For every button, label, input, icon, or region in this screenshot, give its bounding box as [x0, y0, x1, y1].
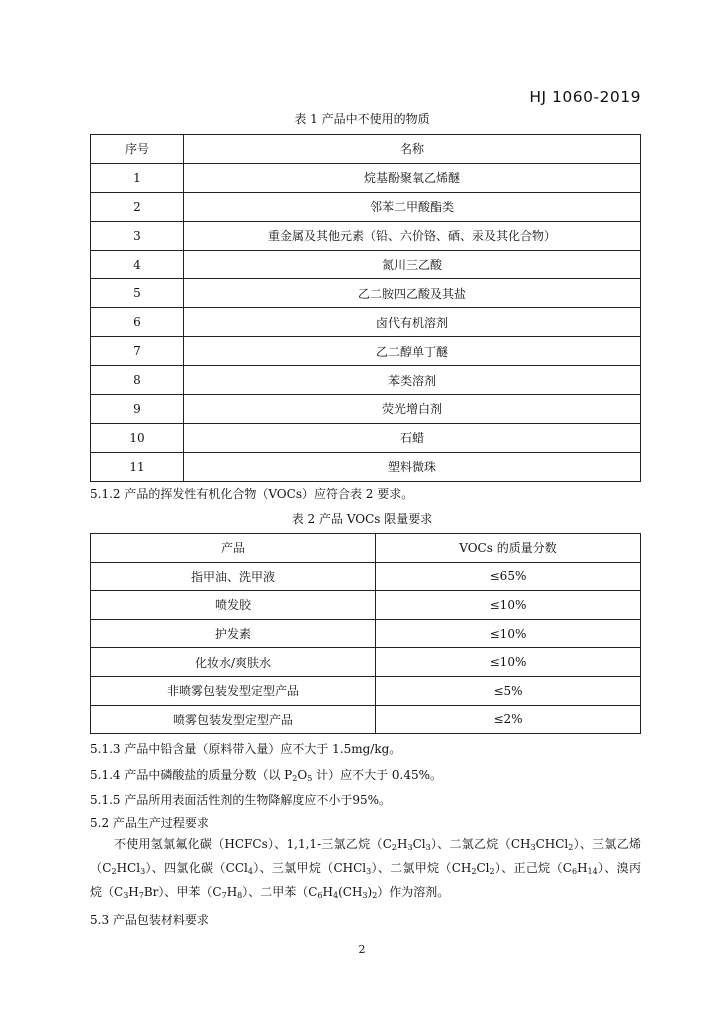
section-5-1-4-text: 5.1.4 产品中磷酸盐的质量分数（以 P: [90, 768, 293, 782]
subscript: 14: [587, 867, 598, 876]
cell-number: 10: [91, 423, 184, 452]
column-header-number: 序号: [91, 135, 184, 164]
table-row: [91, 423, 641, 452]
section-5-2-text: ）、二氯乙烷（CH: [430, 837, 531, 851]
cell-substance-name: 卤代有机溶剂: [184, 308, 641, 337]
cell-number: 8: [91, 366, 184, 395]
cell-number: 9: [91, 395, 184, 424]
section-5-3-title: 5.3 产品包装材料要求: [90, 913, 209, 927]
section-5-1-4-text: 计）应不大于 0.45%。: [312, 768, 443, 782]
section-5-2-text: ）、正己烷（C: [494, 861, 572, 875]
cell-product: 化妆水/爽肤水: [91, 648, 376, 677]
section-5-2-text: ）、三氯甲烷（CHCl: [252, 861, 367, 875]
section-5-2-text: ）、三氯乙: [573, 837, 629, 851]
table-row: [91, 337, 641, 366]
section-5-2-text: H: [577, 861, 588, 875]
cell-vocs-limit: ≤10%: [376, 648, 641, 677]
cell-product: 指甲油、洗甲液: [91, 562, 376, 591]
table1-header-row: [91, 135, 641, 164]
cell-substance-name: 烷基酚聚氧乙烯醚: [184, 163, 641, 192]
cell-number: 4: [91, 250, 184, 279]
subscript: 3: [530, 843, 536, 852]
subscript: 2: [471, 867, 477, 876]
cell-product: 非喷雾包装发型定型产品: [91, 676, 376, 705]
cell-number: 11: [91, 452, 184, 481]
section-5-1-2: 5.1.2 产品的挥发性有机化合物（VOCs）应符合表 2 要求。: [90, 487, 414, 501]
cell-substance-name: 乙二胺四乙酸及其盐: [184, 279, 641, 308]
section-5-2-text: H: [322, 885, 333, 899]
table-row: [91, 452, 641, 481]
section-5-2-text: Br）、甲苯（C: [143, 885, 222, 899]
cell-vocs-limit: ≤10%: [376, 619, 641, 648]
cell-number: 2: [91, 192, 184, 221]
page-number: 2: [358, 943, 366, 956]
cell-product: 喷雾包装发型定型产品: [91, 705, 376, 734]
section-5-2-text: ）、二氯甲烷（CH: [371, 861, 472, 875]
cell-number: 1: [91, 163, 184, 192]
table-row: [91, 705, 641, 734]
section-5-2-text: 溴丙烷（C: [90, 861, 641, 899]
section-5-2-text: H: [128, 885, 139, 899]
cell-substance-name: 氮川三乙酸: [184, 250, 641, 279]
table-row: [91, 163, 641, 192]
cell-product: 护发素: [91, 619, 376, 648]
section-5-2-title: 5.2 产品生产过程要求: [90, 816, 209, 830]
cell-number: 3: [91, 221, 184, 250]
cell-vocs-limit: ≤2%: [376, 705, 641, 734]
subscript: 6: [317, 891, 323, 900]
column-header-name: 名称: [184, 135, 641, 164]
cell-substance-name: 石蜡: [184, 423, 641, 452]
section-5-1-4: [90, 766, 442, 783]
table-row: [91, 366, 641, 395]
subscript: 2: [372, 891, 378, 900]
subscript: 3: [362, 891, 368, 900]
table2-caption: 表 2 产品 VOCs 限量要求: [291, 512, 433, 526]
table1: [90, 134, 641, 482]
subscript: 7: [221, 891, 227, 900]
subscript: 6: [571, 867, 578, 876]
subscript: 3: [366, 867, 372, 876]
section-5-2-text: 不使用氢氯氟化碳（HCFCs）、1,1,1-三氯乙烷（C: [114, 837, 392, 851]
cell-substance-name: 乙二醇单丁醚: [184, 337, 641, 366]
subscript: 3: [407, 843, 413, 852]
cell-vocs-limit: ≤65%: [376, 562, 641, 591]
column-header-product: 产品: [91, 534, 376, 563]
cell-vocs-limit: ≤10%: [376, 591, 641, 620]
subscript: 3: [425, 843, 431, 852]
subscript: 2: [391, 843, 398, 852]
table2: [90, 533, 641, 734]
table-row: [91, 192, 641, 221]
section-5-2-text: Cl: [476, 861, 490, 875]
cell-number: 6: [91, 308, 184, 337]
section-5-2-text: HCl: [116, 861, 141, 875]
column-header-vocs: VOCs 的质量分数: [376, 534, 641, 563]
section-5-2-text: ): [367, 885, 373, 899]
cell-substance-name: 苯类溶剂: [184, 366, 641, 395]
table-row: [91, 395, 641, 424]
subscript: 3: [123, 891, 129, 900]
section-5-2-body: [90, 832, 641, 904]
subscript: 8: [237, 891, 243, 900]
section-5-2-text: H: [226, 885, 238, 899]
section-5-2-text: Cl: [412, 837, 426, 851]
table-row: [91, 676, 641, 705]
table-row: [91, 221, 641, 250]
subscript: 2: [111, 867, 117, 876]
cell-number: 5: [91, 279, 184, 308]
section-5-2-text: H: [397, 837, 408, 851]
section-5-2-text: CHCl: [535, 837, 569, 851]
cell-number: 7: [91, 337, 184, 366]
subscript: 2: [489, 867, 495, 876]
section-5-2-text: ）、: [597, 861, 617, 875]
cell-substance-name: 重金属及其他元素（铅、六价铬、硒、汞及其化合物）: [184, 221, 641, 250]
table-row: [91, 591, 641, 620]
table-row: [91, 279, 641, 308]
subscript: 5: [307, 774, 313, 783]
table-row: [91, 250, 641, 279]
section-5-2-text: ）作为溶剂。: [377, 885, 450, 899]
cell-vocs-limit: ≤5%: [376, 676, 641, 705]
section-5-2-text: 烯（C: [90, 837, 641, 875]
section-5-1-4-text: O: [297, 768, 308, 782]
cell-product: 喷发胶: [91, 591, 376, 620]
table2-header-row: [91, 534, 641, 563]
section-5-2-text: ）、四氯化碳（CCl: [145, 861, 248, 875]
subscript: 7: [138, 891, 144, 900]
section-5-2-text: ）、二甲苯（C: [242, 885, 318, 899]
section-5-1-3: 5.1.3 产品中铅含量（原料带入量）应不大于 1.5mg/kg。: [90, 742, 402, 756]
subscript: 4: [247, 867, 253, 876]
subscript: 2: [568, 843, 574, 852]
cell-substance-name: 塑料微珠: [184, 452, 641, 481]
table-row: [91, 648, 641, 677]
subscript: 4: [333, 891, 339, 900]
table-row: [91, 562, 641, 591]
cell-substance-name: 邻苯二甲酸酯类: [184, 192, 641, 221]
table-row: [91, 619, 641, 648]
cell-substance-name: 荧光增白剂: [184, 395, 641, 424]
section-5-1-5: 5.1.5 产品所用表面活性剂的生物降解度应不小于95%。: [90, 793, 392, 807]
section-5-2-text: (CH: [338, 885, 363, 899]
table1-caption: 表 1 产品中不使用的物质: [294, 112, 430, 126]
subscript: 3: [140, 867, 146, 876]
standard-code: HJ 1060-2019: [529, 88, 641, 106]
subscript: 2: [292, 774, 298, 783]
table-row: [91, 308, 641, 337]
